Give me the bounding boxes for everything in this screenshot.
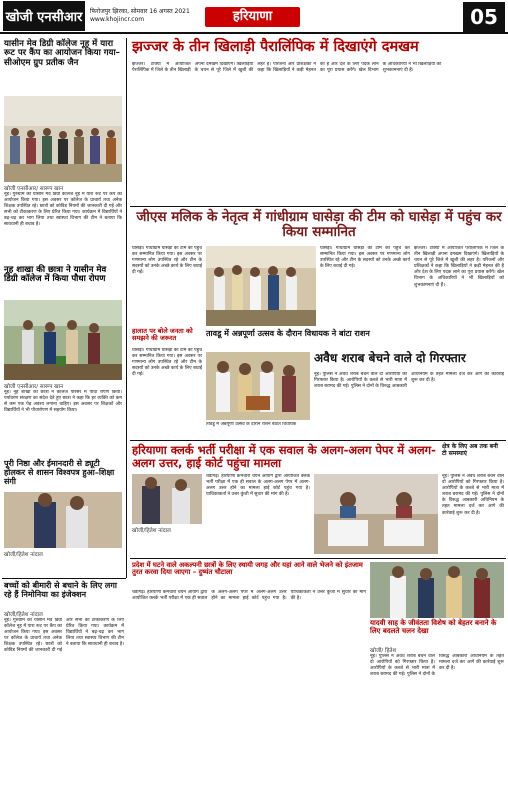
- bottom-left-body: नूह। गुरुग्राम की यासीन मेव डिग्री कॉलेज नूह में यारा रूट पर कैंप का आयोजन किया गया। इस अवसर पर कॉलेज के प्राचार्य तथा अनेक शिक्षक उपस्थित रहे। छात्रों को कोविड नियमों की जानकारी दी गई और सभी को टीकाकरण के लिए प्रेरित किया गया। कार्यक्रम में विद्यार्थियों ने बढ़-चढ़ कर भाग लिया तथा स्वास्थ्य विभाग की टीम ने बताया कि सावधानी ही बचाव है।: [4, 618, 124, 654]
- masthead: [0, 0, 508, 34]
- masthead-website: www.khojincr.com: [90, 16, 145, 23]
- right-bottom-body: नूह। पुलिस ने अवैध शराब बेचने वाले दो आरोपियों को गिरफ्तार किया है। आरोपियों के कब्जे से भारी मात्रा में शराब बरामद की गई। पुलिस ने दोनों के विरुद्ध आबकारी अधिनियम के तहत मामला दर्ज कर आगे की कार्रवाई शुरू कर दी है।: [370, 654, 504, 678]
- right-mid-body: नूह। पुलिस ने अवैध शराब बेचने वाले दो आरोपियों को गिरफ्तार किया है। आरोपियों के कब्जे से भारी मात्रा में शराब बरामद की गई। पुलिस ने दोनों के विरुद्ध आबकारी अधिनियम के तहत मामला दर्ज कर आगे की कार्रवाई शुरू कर दी है।: [314, 372, 504, 390]
- lower-mid-rule: [130, 558, 506, 559]
- mid-col-headline: हालात पर बोले जनता को समझने की जरूरत: [132, 327, 193, 343]
- right-side-headline: क्षेत्र के लिए अब तक बनी टी समस्याएं: [442, 443, 498, 457]
- main-body: झज्जर। टोक्यो में आयोजित पैरालिंपिक में जिले के तीन खिलाड़ी अपना दमखम दिखाएंगे। खिलाड़ियों के चयन से पूरे जिले में खुशी की लहर है। परिजनों और प्रशिक्षकों ने कहा कि खिलाड़ियों ने कड़ी मेहनत की है और देश के लिए पदक लाने का पूरा प्रयास करेंगे। खेल विभाग के अधिकारियों ने भी खिलाड़ियों को शुभकामनाएं दी हैं।: [132, 62, 442, 74]
- left-top-headline: यासीन मेव डिग्री कॉलेज नूह में यारा रूट पर कैंप का आयोजन किया गया–सीओएम ग्रुप प्रतीक जैन: [4, 39, 120, 68]
- banner-body-2: घासेड़ा। गांधीग्राम घासेड़ा की टीम को पहुंच कर सम्मानित किया गया। इस अवसर पर गणमान्य लोग उपस्थित रहे और टीम के सदस्यों को उनके अच्छे कार्य के लिए बधाई दी गई।: [320, 246, 410, 270]
- left-mid-caption: खोजी एनसीआर/ सारूप खान: [4, 384, 64, 390]
- page-number: 05: [463, 2, 505, 32]
- left-mid-photo: [4, 300, 122, 380]
- section-title: हरियाणा: [205, 7, 300, 27]
- right-side-body: नूह। पुलिस ने अवैध शराब बेचने वाले दो आरोपियों को गिरफ्तार किया है। आरोपियों के कब्जे से भारी मात्रा में शराब बरामद की गई। पुलिस ने दोनों के विरुद्ध आबकारी अधिनियम के तहत मामला दर्ज कर आगे की कार्रवाई शुरू कर दी है।: [442, 474, 504, 516]
- center-photo-headline: तावडू में अन्नपूर्णा उत्सव के दौरान विधायक ने बांटा राशन: [206, 329, 370, 338]
- right-bottom-photo: [370, 562, 504, 618]
- bottom-left-caption: खोजी/हितेश नांदाल: [4, 612, 43, 618]
- left-top-caption: खोजी एनसीआर/ सारूप खान: [4, 186, 64, 192]
- banner-body-3: झज्जर। टोक्यो में आयोजित पैरालिंपिक में जिले के तीन खिलाड़ी अपना दमखम दिखाएंगे। खिलाड़ियों के चयन से पूरे जिले में खुशी की लहर है। परिजनों और प्रशिक्षकों ने कहा कि खिलाड़ियों ने कड़ी मेहनत की है और देश के लिए पदक लाने का पूरा प्रयास करेंगे। खेल विभाग के अधिकारियों ने भी खिलाड़ियों को शुभकामनाएं दी हैं।: [414, 246, 504, 288]
- lower-mid-headline: प्रदेश में घटने वाले अकल्पनी छात्रों के लिए स्थायी जगह और यहां आने वाले भेजने को इंतजाम तुरत करवा दिया जाएगा – दुष्यंत चौटाला: [132, 561, 363, 577]
- exam-photo: [314, 474, 438, 554]
- right-mid-headline: अवैध शराब बेचने वाले दो गिरफ्तार: [314, 351, 466, 365]
- left-top-photo: [4, 96, 122, 182]
- newspaper-logo: खोजी एनसीआर: [3, 1, 85, 31]
- lower-rule: [130, 440, 506, 441]
- left-bottom-caption: खोजी/हितेश नांदाल: [4, 552, 43, 558]
- banner-photo: [206, 246, 316, 326]
- column-rule-left: [126, 38, 127, 578]
- banner-body: घासेड़ा। गांधीग्राम घासेड़ा की टीम को पहुंच कर सम्मानित किया गया। इस अवसर पर गणमान्य लोग उपस्थित रहे और टीम के सदस्यों को उनके अच्छे कार्य के लिए बधाई दी गई।: [132, 246, 202, 276]
- center-photo-caption: तावडू में अन्नपूर्णा उत्सव के दौरान राशन बांटते विधायक: [206, 422, 297, 427]
- left-bottom-photo: [4, 492, 122, 548]
- mid-col-body: घासेड़ा। गांधीग्राम घासेड़ा की टीम को पहुंच कर सम्मानित किया गया। इस अवसर पर गणमान्य लोग उपस्थित रहे और टीम के सदस्यों को उनके अच्छे कार्य के लिए बधाई दी गई।: [132, 348, 202, 378]
- bottom-left-headline: बच्चों को बीमारी से बचाने के लिए लगा रहे हैं निमोनिया का इंजेक्शन: [4, 581, 117, 599]
- main-headline: झज्जर के तीन खिलाड़ी पैरालिंपिक में दिखाएंगे दमखम: [132, 39, 419, 55]
- lower-left-photo: [132, 474, 202, 524]
- center-photo: [206, 352, 310, 420]
- lower-caption: खोजी/हितेश नांदाल: [132, 528, 171, 534]
- banner-headline: जीएस मलिक के नेतृत्व में गांधीग्राम घासेड़ा की टीम को घासेड़ा में पहुंच कर किया सम्मानित: [136, 209, 502, 240]
- bottom-left-rule: [2, 578, 126, 579]
- lower-mid-body: चंडीगढ़। हरियाणा कर्मचारी चयन आयोग द्वारा आयोजित क्लर्क भर्ती परीक्षा में एक ही सवाल के अलग-अलग पेपर में अलग-अलग उत्तर होने का मामला हाई कोर्ट पहुंच गया है। याचिकाकर्ता ने उत्तर कुंजी में सुधार की मांग की है।: [132, 590, 366, 602]
- lower-body: चंडीगढ़। हरियाणा कर्मचारी चयन आयोग द्वारा आयोजित क्लर्क भर्ती परीक्षा में एक ही सवाल के अलग-अलग पेपर में अलग-अलग उत्तर होने का मामला हाई कोर्ट पहुंच गया है। याचिकाकर्ता ने उत्तर कुंजी में सुधार की मांग की है।: [206, 474, 310, 498]
- lower-headline: हरियाणा क्लर्क भर्ती परीक्षा में एक सवाल के अलग-अलग पेपर में अलग-अलग उत्तर, हाई कोर्ट पहुंचा मामला: [132, 443, 436, 470]
- left-bottom-headline: पूरी निष्ठा और ईमानदारी से ड्यूटी होलकर से शासन विश्वपत्र हुआ–शिक्षा संगी: [4, 459, 115, 486]
- masthead-meta: [90, 8, 210, 24]
- masthead-date: फिरोजपुर झिरका, सोमवार 16 अगस्त 2021: [90, 8, 190, 15]
- right-bottom-headline: यादवी साह के जीवंतता विशेष को बेहतर बनाने के लिए बदलते चलन देखा: [370, 619, 497, 635]
- left-mid-headline: नूह शाखा की छात्रा ने यासीन मेव डिग्री कॉलेज में किया पौधा रोपण: [4, 265, 107, 285]
- left-top-body: नूह। गुरुग्राम की यासीन मेव डिग्री कॉलेज नूह में यारा रूट पर कैंप का आयोजन किया गया। इस अवसर पर कॉलेज के प्राचार्य तथा अनेक शिक्षक उपस्थित रहे। छात्रों को कोविड नियमों की जानकारी दी गई और सभी को टीकाकरण के लिए प्रेरित किया गया। कार्यक्रम में विद्यार्थियों ने बढ़-चढ़ कर भाग लिया तथा स्वास्थ्य विभाग की टीम ने बताया कि सावधानी ही बचाव है।: [4, 192, 122, 228]
- left-mid-body: नूह। नूह शाखा की छात्रा ने कॉलेज परिसर में पौधा रोपण किया। पर्यावरण संरक्षण का संदेश देते हुए छात्रा ने कहा कि हर व्यक्ति को कम से कम एक पेड़ अवश्य लगाना चाहिए। इस अवसर पर शिक्षकों और विद्यार्थियों ने भी पौधारोपण में सहयोग किया।: [4, 390, 122, 414]
- right-bottom-caption: खोजी/ हितेश: [370, 648, 397, 654]
- banner-rule-top: [130, 206, 506, 207]
